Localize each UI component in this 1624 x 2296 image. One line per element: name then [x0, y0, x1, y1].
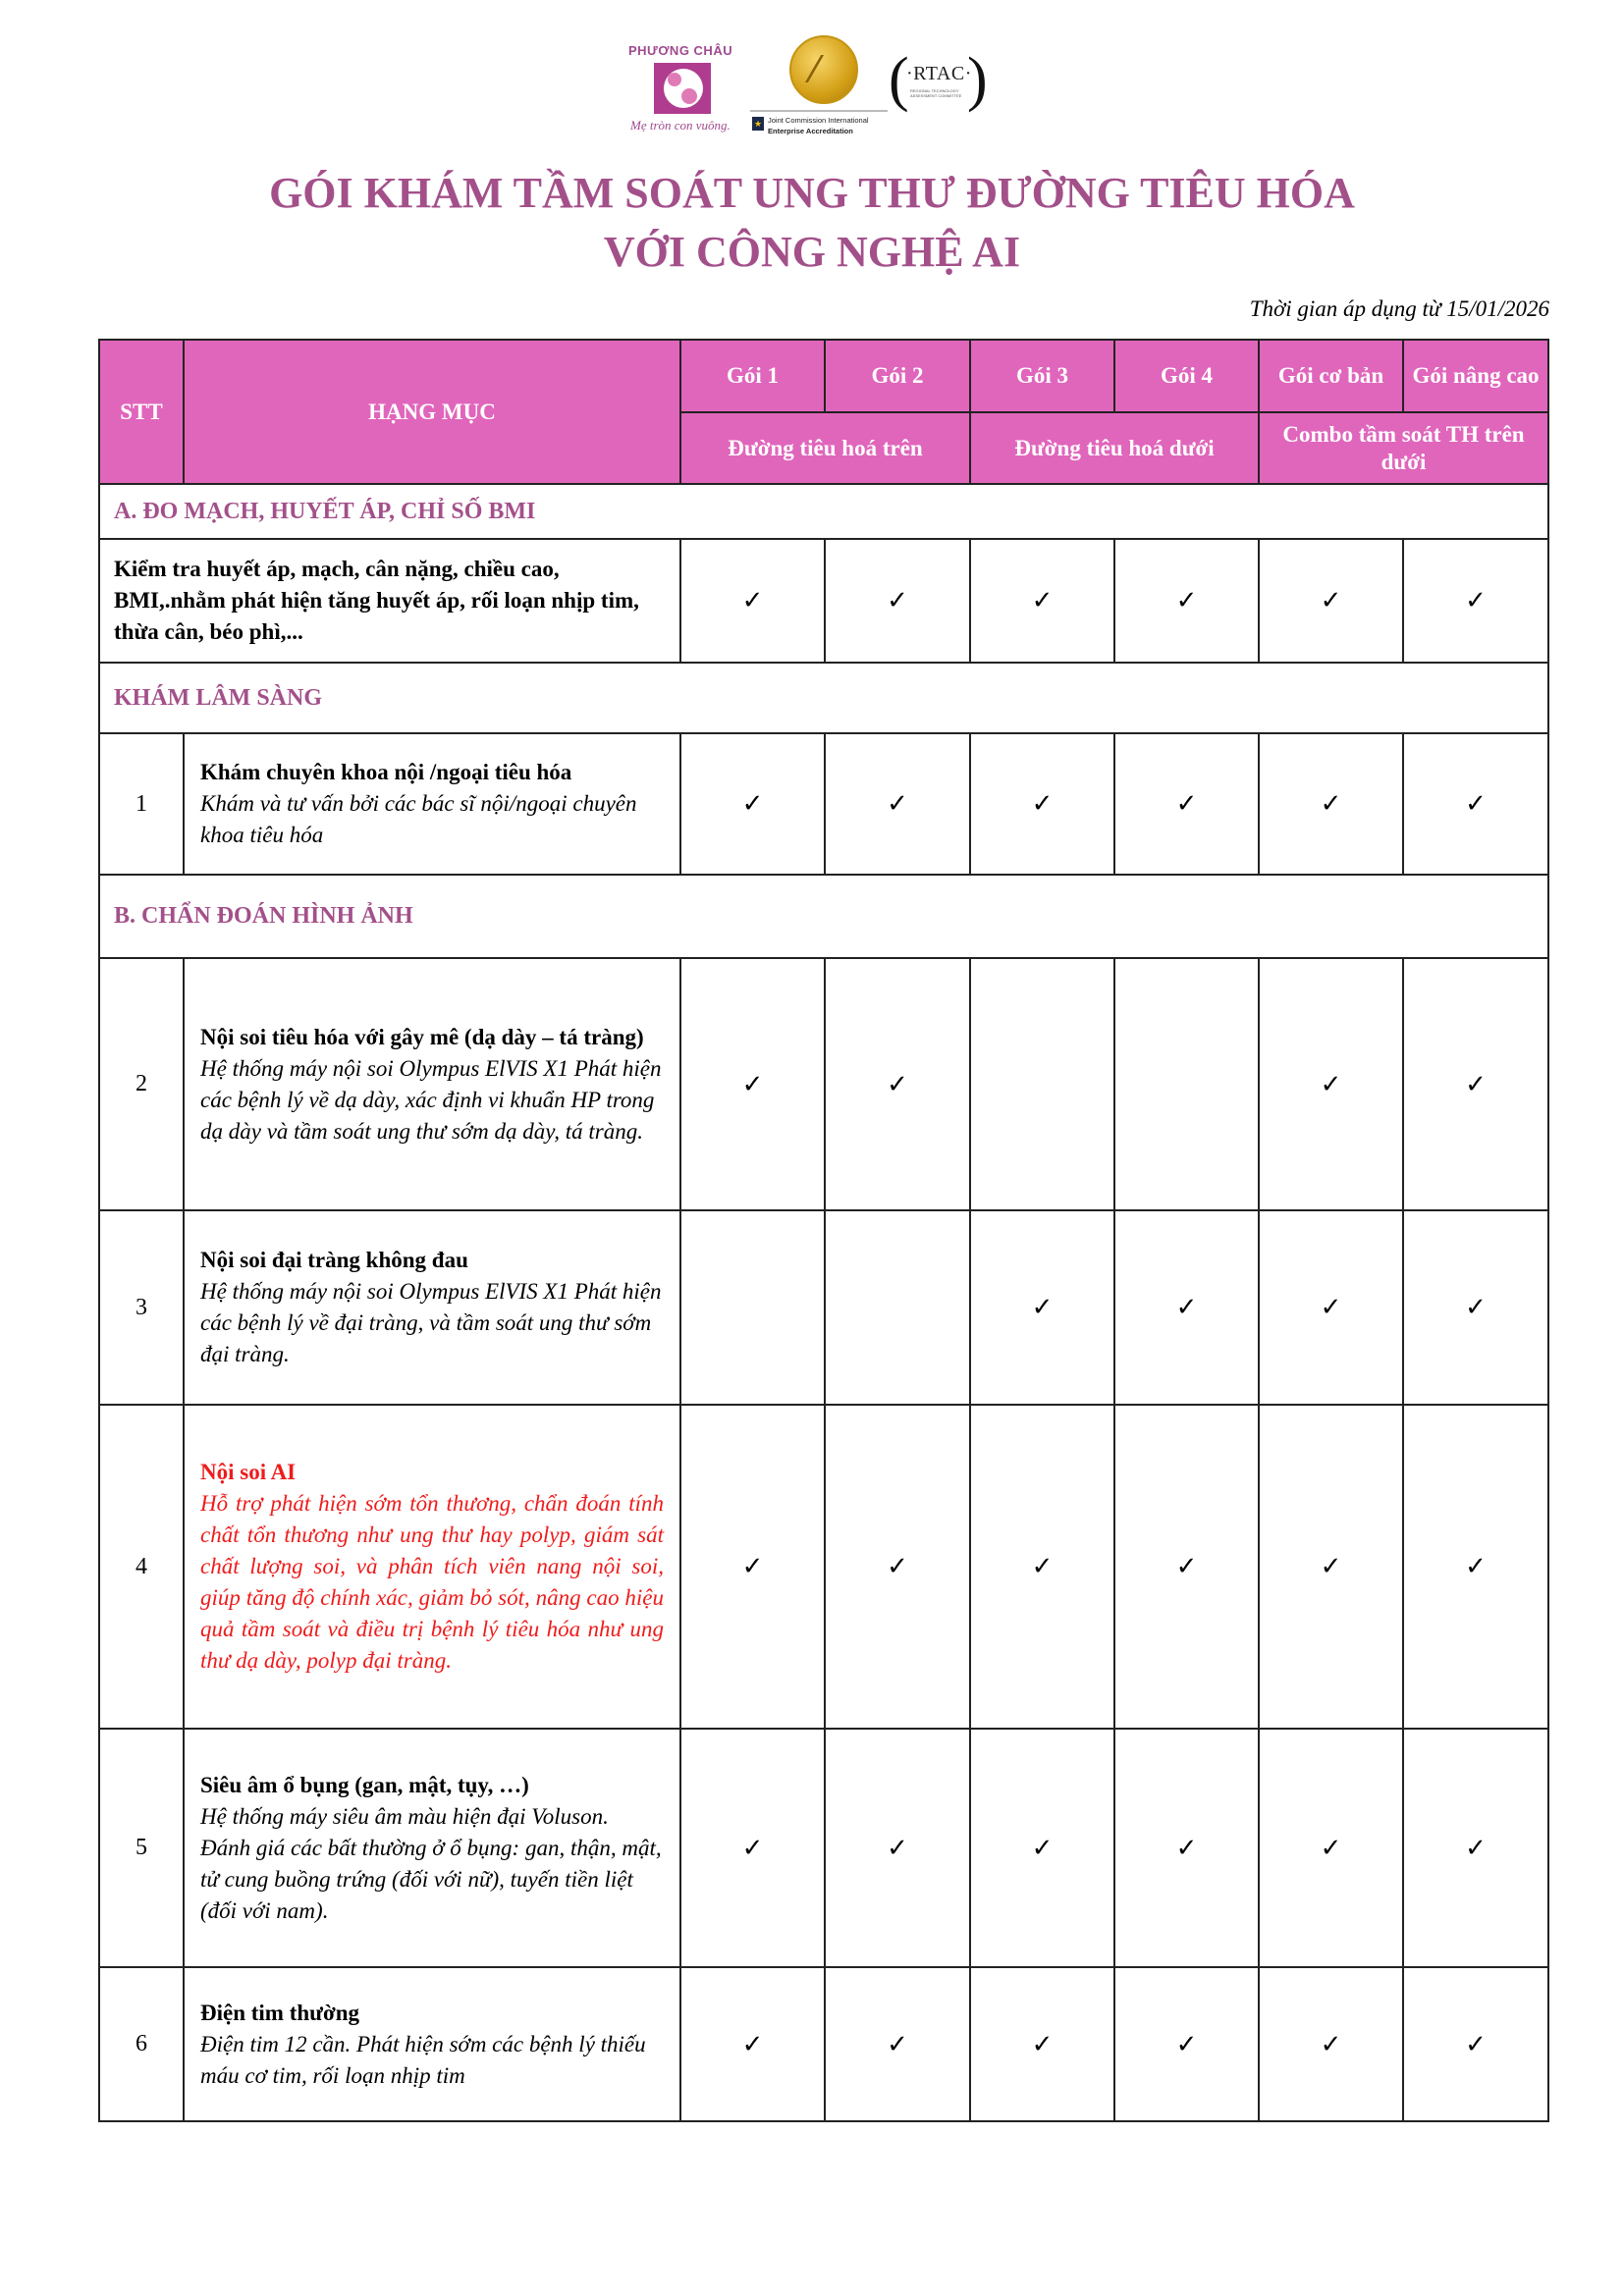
row-number: 1: [99, 733, 184, 875]
check-icon: ✓: [1031, 1293, 1054, 1321]
jci-line2: Enterprise Accreditation: [768, 127, 853, 135]
jci-line1: Joint Commission International: [768, 116, 869, 125]
row-number: 4: [99, 1405, 184, 1729]
check-icon: ✓: [1031, 789, 1054, 818]
check-icon: ✓: [1175, 789, 1198, 818]
row-number: 3: [99, 1210, 184, 1405]
section-title-a: A. ĐO MẠCH, HUYẾT ÁP, CHỈ SỐ BMI: [99, 484, 1548, 539]
item-description: Hệ thống máy nội soi Olympus ElVIS X1 Phát hiện các bệnh lý về dạ dày, xác định vi khuẩn HP trong dạ dày và tầm soát ung thư sớm dạ dày, tá tràng.: [200, 1055, 662, 1144]
item-description: Hỗ trợ phát hiện sớm tổn thương, chẩn đoán tính chất tổn thương như ung thư hay polyp, giám sát chất lượng soi, và phân tích viên nang nội soi, giúp tăng độ chính xác, giảm bỏ sót, nâng cao hiệu quả tầm soát và điều trị bệnh lý tiêu hóa như ung thư dạ dày, polyp đại tràng.: [200, 1491, 664, 1673]
header-group-combo: Combo tầm soát TH trên dưới: [1259, 412, 1548, 484]
header-package-2: Gói 2: [825, 340, 970, 412]
logo-bar: [0, 29, 1624, 142]
check-icon: ✓: [1465, 1833, 1487, 1862]
section-title-clinical: KHÁM LÂM SÀNG: [99, 663, 1548, 733]
check-icon: ✓: [1031, 586, 1054, 614]
row-item: [184, 1967, 680, 2121]
section-row-kls: [99, 663, 1548, 733]
table-row: [99, 958, 1548, 1210]
item-name: Nội soi đại tràng không đau: [200, 1248, 468, 1272]
item-description-2: Đánh giá các bất thường ở ổ bụng: gan, thận, mật, tử cung buồng trứng (đối với nữ), tuyến tiền liệt (đối với nam).: [200, 1835, 662, 1923]
phuong-chau-emblem-icon: [654, 63, 711, 114]
check-cell: [1259, 1967, 1403, 2121]
rtac-word: ·RTAC·: [906, 63, 972, 84]
item-description: Điện tim 12 cần. Phát hiện sớm các bệnh lý thiếu máu cơ tim, rối loạn nhịp tim: [200, 2031, 646, 2088]
row-number: 2: [99, 958, 184, 1210]
check-icon: ✓: [1465, 586, 1487, 614]
row-item: [184, 733, 680, 875]
item-name: Điện tim thường: [200, 2000, 359, 2025]
check-cell: [1403, 1210, 1548, 1405]
row-number: 5: [99, 1729, 184, 1967]
check-icon: ✓: [1175, 1293, 1198, 1321]
header-package-4: Gói 4: [1114, 340, 1259, 412]
check-icon: ✓: [887, 586, 908, 614]
check-cell: [1403, 539, 1548, 663]
jci-logo: [746, 35, 893, 143]
check-icon: ✓: [741, 1069, 764, 1098]
check-cell: [825, 1967, 970, 2121]
check-cell: [825, 958, 970, 1210]
check-icon: ✓: [741, 789, 764, 818]
phuong-chau-slogan: Mẹ tròn con vuông.: [630, 118, 731, 133]
check-icon: ✓: [887, 1552, 908, 1580]
check-icon: ✓: [741, 586, 764, 614]
check-icon: ✓: [1465, 1293, 1487, 1321]
header-group-lower: Đường tiêu hoá dưới: [970, 412, 1259, 484]
page-title-line1: GÓI KHÁM TẦM SOÁT UNG THƯ ĐƯỜNG TIÊU HÓA: [269, 169, 1355, 217]
row-item: [184, 1405, 680, 1729]
check-icon: ✓: [1320, 1069, 1342, 1098]
check-icon: ✓: [1320, 2029, 1342, 2058]
check-icon: ✓: [1465, 1552, 1487, 1580]
check-cell: [1259, 958, 1403, 1210]
check-icon: ✓: [741, 1552, 764, 1580]
check-cell: [680, 1210, 825, 1405]
check-cell: [1259, 1729, 1403, 1967]
check-cell: [1403, 733, 1548, 875]
header-package-3: Gói 3: [970, 340, 1114, 412]
effective-date: Thời gian áp dụng từ 15/01/2026: [1249, 296, 1549, 321]
check-icon: ✓: [887, 2029, 908, 2058]
check-cell: [1114, 958, 1259, 1210]
check-cell: [680, 733, 825, 875]
check-cell: [1259, 733, 1403, 875]
item-name: Nội soi AI: [200, 1460, 297, 1484]
row-number: 6: [99, 1967, 184, 2121]
item-description: Hệ thống máy siêu âm màu hiện đại Voluson.: [200, 1803, 609, 1829]
check-cell: [1114, 539, 1259, 663]
check-cell: [1259, 1405, 1403, 1729]
section-row-a: [99, 484, 1548, 539]
check-icon: ✓: [1031, 2029, 1054, 2058]
row-item: [184, 1729, 680, 1967]
section-row-b: [99, 875, 1548, 958]
table-row: [99, 1967, 1548, 2121]
item-name: Nội soi tiêu hóa với gây mê (dạ dày – tá tràng): [200, 1024, 644, 1049]
check-cell: [1114, 1729, 1259, 1967]
check-cell: [970, 1729, 1114, 1967]
table-row: [99, 1405, 1548, 1729]
check-icon: ✓: [1465, 789, 1487, 818]
check-cell: [970, 958, 1114, 1210]
check-cell: [970, 1210, 1114, 1405]
row-item: [184, 958, 680, 1210]
jci-gold-seal-icon: [789, 35, 858, 104]
header-row-packages: [99, 340, 1548, 412]
check-icon: ✓: [1465, 1069, 1487, 1098]
check-icon: ✓: [1320, 1293, 1342, 1321]
check-icon: ✓: [1320, 1833, 1342, 1862]
check-icon: ✓: [887, 1069, 908, 1098]
check-cell: [825, 1210, 970, 1405]
header-package-basic: Gói cơ bản: [1259, 340, 1403, 412]
check-icon: ✓: [1175, 2029, 1198, 2058]
check-icon: ✓: [1320, 1552, 1342, 1580]
check-icon: ✓: [1175, 1552, 1198, 1580]
bmi-item-text: Kiểm tra huyết áp, mạch, cân nặng, chiều cao, BMI,.nhằm phát hiện tăng huyết áp, rối loạn nhịp tim, thừa cân, béo phì,...: [99, 539, 680, 663]
check-cell: [970, 1405, 1114, 1729]
check-cell: [1114, 733, 1259, 875]
package-comparison-table: [98, 339, 1549, 2122]
check-cell: [970, 1967, 1114, 2121]
check-icon: ✓: [741, 2029, 764, 2058]
row-item: [184, 1210, 680, 1405]
rtac-logo: ( ·RTAC· REGIONAL TECHNOLOGY ASSESSMENT COMMITTEE ): [889, 46, 988, 113]
item-description: Khám và tư vấn bởi các bác sĩ nội/ngoại chuyên khoa tiêu hóa: [200, 791, 637, 847]
check-cell: [1259, 1210, 1403, 1405]
check-cell: [680, 1967, 825, 2121]
header-package-advanced: Gói nâng cao: [1403, 340, 1548, 412]
check-cell: [825, 733, 970, 875]
check-cell: [680, 958, 825, 1210]
item-name: Siêu âm ổ bụng (gan, mật, tụy, …): [200, 1772, 529, 1797]
table-row: [99, 733, 1548, 875]
check-icon: ✓: [1175, 586, 1198, 614]
phuong-chau-logo: [619, 37, 736, 140]
check-cell: [970, 539, 1114, 663]
page-title-line2: VỚI CÔNG NGHỆ AI: [603, 228, 1021, 276]
section-title-b: B. CHẨN ĐOÁN HÌNH ẢNH: [99, 875, 1548, 958]
header-item: HẠNG MỤC: [184, 340, 680, 484]
check-cell: [1403, 1405, 1548, 1729]
check-cell: [1114, 1405, 1259, 1729]
header-stt: STT: [99, 340, 184, 484]
table-row: [99, 1729, 1548, 1967]
header-package-1: Gói 1: [680, 340, 825, 412]
check-icon: ✓: [741, 1833, 764, 1862]
check-icon: ✓: [1320, 789, 1342, 818]
phuong-chau-brand: PHƯƠNG CHÂU: [628, 43, 733, 58]
check-cell: [680, 1729, 825, 1967]
header-group-upper: Đường tiêu hoá trên: [680, 412, 970, 484]
check-cell: [825, 1729, 970, 1967]
item-name: Khám chuyên khoa nội /ngoại tiêu hóa: [200, 760, 572, 784]
check-cell: [1403, 1729, 1548, 1967]
check-cell: [825, 539, 970, 663]
check-cell: [1259, 539, 1403, 663]
check-cell: [680, 1405, 825, 1729]
star-icon: ★: [753, 119, 763, 129]
check-cell: [1114, 1210, 1259, 1405]
check-icon: ✓: [1465, 2029, 1487, 2058]
check-cell: [970, 733, 1114, 875]
table-row-bmi: [99, 539, 1548, 663]
check-icon: ✓: [887, 1833, 908, 1862]
check-cell: [680, 539, 825, 663]
check-icon: ✓: [887, 789, 908, 818]
check-icon: ✓: [1031, 1552, 1054, 1580]
rtac-subtitle: REGIONAL TECHNOLOGY ASSESSMENT COMMITTEE: [910, 88, 962, 98]
check-icon: ✓: [1031, 1833, 1054, 1862]
table-row: [99, 1210, 1548, 1405]
check-cell: [825, 1405, 970, 1729]
check-icon: ✓: [1320, 586, 1342, 614]
check-cell: [1403, 958, 1548, 1210]
check-cell: [1403, 1967, 1548, 2121]
check-cell: [1114, 1967, 1259, 2121]
check-icon: ✓: [1175, 1833, 1198, 1862]
item-description: Hệ thống máy nội soi Olympus ElVIS X1 Phát hiện các bệnh lý về đại tràng, và tầm soát ung thư sớm đại tràng.: [200, 1279, 662, 1366]
